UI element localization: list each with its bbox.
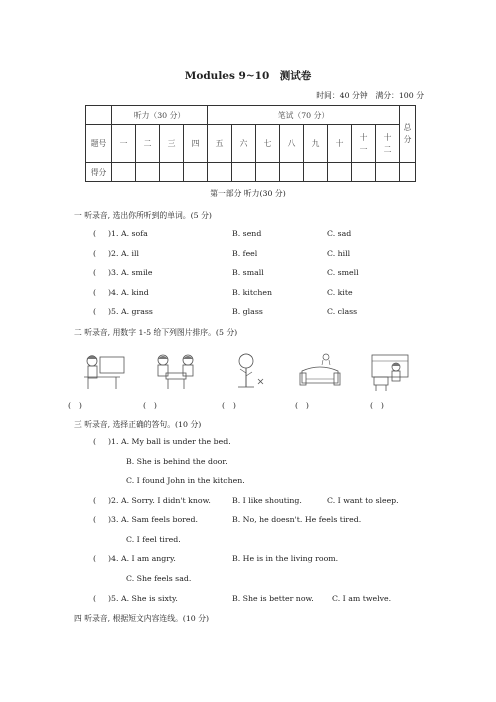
section-4-heading: 四 听录音, 根据短文内容连线。(10 分) [74,614,210,623]
exam-meta: 时间：40 分钟 满分：100 分 [316,91,424,100]
answer-paren[interactable]: ( [93,515,97,524]
score-table [85,105,416,182]
s1-q3-a: )3. A. smile [108,268,153,277]
question-number: 八 [280,125,304,163]
score-cell[interactable] [232,163,256,182]
s1-q4-c: C. kite [327,288,353,297]
listening-header: 听力（30 分） [112,106,208,125]
question-number: 五 [208,125,232,163]
answer-paren[interactable]: ( [93,288,97,297]
s1-q5-c: C. class [327,307,358,316]
answer-paren[interactable]: ( [93,307,97,316]
score-cell[interactable] [376,163,400,182]
n11-top: 十 [359,132,368,142]
score-cell[interactable] [208,163,232,182]
s1-q2-c: C. hill [327,249,351,258]
picture-tree-with-cross [226,351,274,393]
s3-q5-c: C. I am twelve. [332,594,392,603]
n12-top: 十 [383,132,392,142]
picture-girl-in-room [366,351,414,393]
question-number: 一 [112,125,136,163]
s1-q1-c: C. sad [327,229,352,238]
answer-paren[interactable]: ( [93,496,97,505]
score-label: 得分 [86,163,112,182]
score-cell[interactable] [304,163,328,182]
written-header: 笔试（70 分） [208,106,400,125]
score-cell[interactable] [112,163,136,182]
s3-q4-c: C. She feels sad. [126,574,192,583]
s1-q1-b: B. send [232,229,262,238]
section-3-heading: 三 听录音, 选择正确的答句。(10 分) [74,420,202,429]
picture-two-kids-at-desk [152,351,200,393]
question-number: 四 [184,125,208,163]
question-number-11 [352,125,376,163]
question-number: 三 [160,125,184,163]
order-answer-box[interactable]: ( ) [68,401,82,410]
question-number: 九 [304,125,328,163]
section-1-heading: 一 听录音, 选出你所听到的单词。(5 分) [74,211,212,220]
s1-q4-a: )4. A. kind [108,288,149,297]
s3-q3-a: )3. A. Sam feels bored. [108,515,198,524]
question-label: 题号 [86,125,112,163]
order-answer-box[interactable]: ( ) [143,401,157,410]
score-cell-total[interactable] [400,163,416,182]
s1-q1-a: )1. A. sofa [108,229,148,238]
s3-q1-c: C. I found John in the kitchen. [126,476,245,485]
s3-q4-a: )4. A. I am angry. [108,554,176,563]
question-number: 六 [232,125,256,163]
order-answer-box[interactable]: ( ) [222,401,236,410]
score-cell[interactable] [328,163,352,182]
s1-q3-c: C. smell [327,268,359,277]
s3-q1-a: )1. A. My ball is under the bed. [108,437,231,446]
answer-paren[interactable]: ( [93,229,97,238]
score-cell[interactable] [136,163,160,182]
score-cell[interactable] [184,163,208,182]
s3-q2-a: )2. A. Sorry. I didn't know. [108,496,211,505]
answer-paren[interactable]: ( [93,437,97,446]
s1-q4-b: B. kitchen [232,288,273,297]
part-one-heading: 第一部分 听力(30 分) [210,189,286,198]
s3-q4-b: B. He is in the living room. [232,554,339,563]
picture-sofa [296,351,344,393]
question-number-12 [376,125,400,163]
section-2-heading: 二 听录音, 用数字 1-5 给下列图片排序。(5 分) [74,328,238,337]
s1-q5-b: B. glass [232,307,263,316]
s1-q2-a: )2. A. ill [108,249,140,258]
score-cell[interactable] [256,163,280,182]
score-cell[interactable] [280,163,304,182]
total-bottom: 分 [403,135,412,144]
s3-q1-b: B. She is behind the door. [126,457,228,466]
total-top: 总 [403,123,412,132]
answer-paren[interactable]: ( [93,594,97,603]
s3-q5-b: B. She is better now. [232,594,314,603]
question-number: 二 [136,125,160,163]
s1-q2-b: B. feel [232,249,258,258]
n11-bottom: 一 [359,144,368,154]
answer-paren[interactable]: ( [93,268,97,277]
s3-q2-b: B. I like shouting. [232,496,302,505]
question-number: 七 [256,125,280,163]
s1-q3-b: B. small [232,268,264,277]
order-answer-box[interactable]: ( ) [295,401,309,410]
score-cell[interactable] [352,163,376,182]
s3-q3-c: C. I feel tired. [126,535,181,544]
s3-q3-b: B. No, he doesn't. He feels tired. [232,515,362,524]
s3-q2-c: C. I want to sleep. [327,496,399,505]
s1-q5-a: )5. A. grass [108,307,153,316]
total-header [400,106,416,163]
page-title: Modules 9~10 测试卷 [184,70,312,82]
order-answer-box[interactable]: ( ) [370,401,384,410]
s3-q5-a: )5. A. She is sixty. [108,594,178,603]
picture-girl-at-table [80,351,128,393]
score-cell[interactable] [160,163,184,182]
n12-bottom: 二 [383,144,392,154]
question-number: 十 [328,125,352,163]
score-table-corner [86,106,112,125]
answer-paren[interactable]: ( [93,249,97,258]
answer-paren[interactable]: ( [93,554,97,563]
